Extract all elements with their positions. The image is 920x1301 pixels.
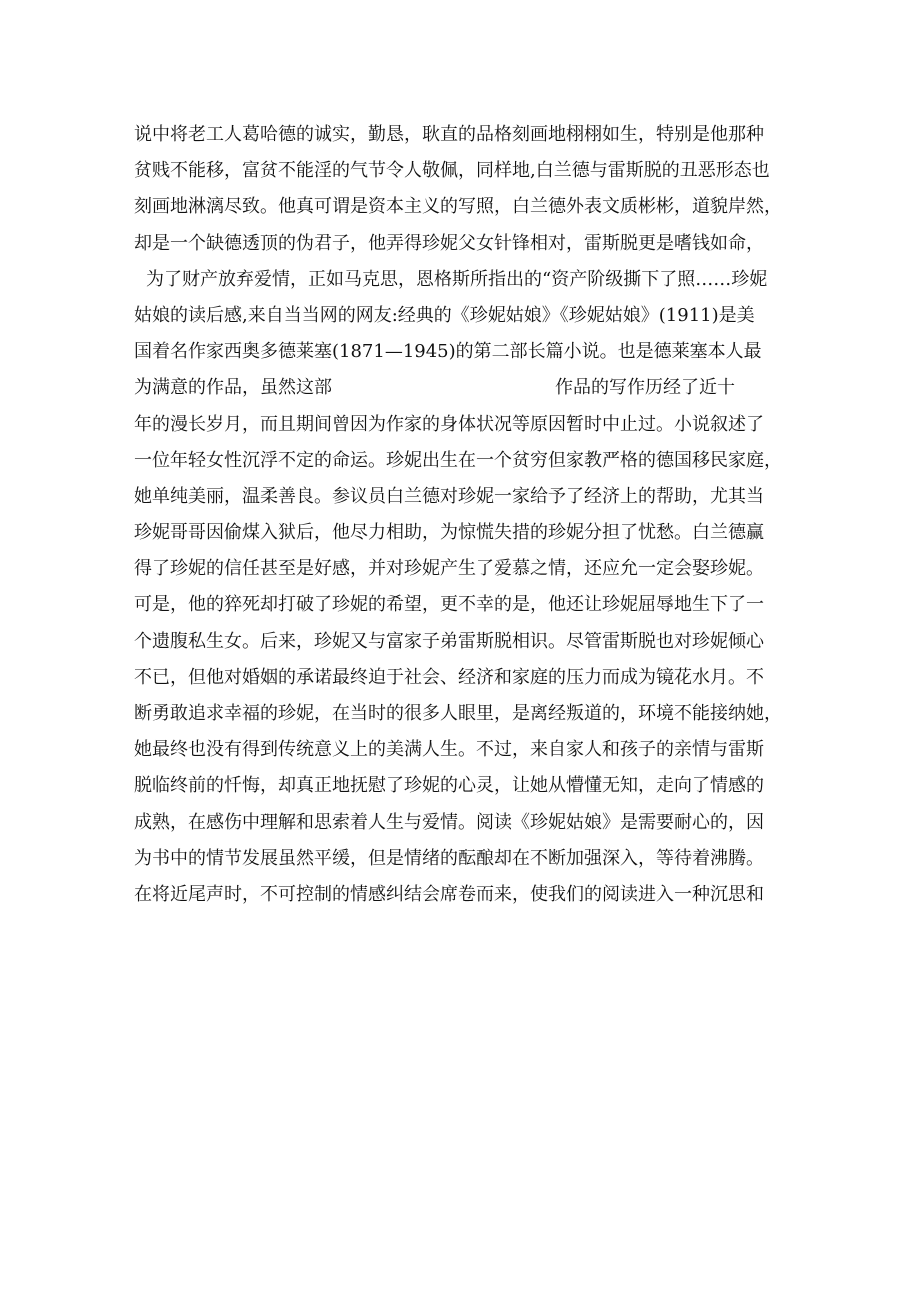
text-line: 得了珍妮的信任甚至是好感，并对珍妮产生了爱慕之情，还应允一定会娶珍妮。 — [134, 558, 764, 580]
text-line: 断勇敢追求幸福的珍妮，在当时的很多人眼里，是离经叛道的，环境不能接纳她， — [134, 703, 782, 724]
text-line: 脱临终前的忏悔，却真正地抚慰了珍妮的心灵，让她从懵懂无知，走向了情感的 — [134, 775, 764, 797]
text-segment-right: 作品的写作历经了近十 — [555, 377, 735, 399]
text-segment-left: 为满意的作品，虽然这部 — [134, 377, 332, 399]
text-line: 年的漫长岁月，而且期间曾因为作家的身体状况等原因暂时中止过。小说叙述了 — [134, 413, 764, 435]
body-text — [134, 117, 814, 913]
split-text-line — [134, 370, 814, 406]
text-line: 国着名作家西奥多德莱塞(1871—1945)的第二部长篇小说。也是德莱塞本人最 — [134, 341, 762, 363]
text-line: 不已，但他对婚姻的承诺最终迫于社会、经济和家庭的压力而成为镜花水月。不 — [134, 666, 764, 688]
text-line: 珍妮哥哥因偷煤入狱后，他尽力相助，为惊慌失措的珍妮分担了忧愁。白兰德赢 — [134, 522, 764, 544]
text-line: 刻画地淋漓尽致。他真可谓是资本主义的写照，白兰德外表文质彬彬，道貌岸然， — [134, 196, 782, 218]
text-line: 贫贱不能移，富贫不能淫的气节令人敬佩，同样地,白兰德与雷斯脱的丑恶形态也 — [134, 160, 770, 182]
text-line: 可是，他的猝死却打破了珍妮的希望，更不幸的是，他还让珍妮屈辱地生下了一 — [134, 594, 764, 616]
text-line: 一位年轻女性沉浮不定的命运。珍妮出生在一个贫穷但家教严格的德国移民家庭， — [134, 449, 782, 471]
text-line: 在将近尾声时，不可控制的情感纠结会席卷而来，使我们的阅读进入一种沉思和 — [134, 883, 764, 905]
text-line: 为书中的情节发展虽然平缓，但是情绪的酝酿却在不断加强深入，等待着沸腾。 — [134, 847, 764, 869]
text-line: 她单纯美丽，温柔善良。参议员白兰德对珍妮一家给予了经济上的帮助，尤其当 — [134, 485, 764, 507]
text-line: 她最终也没有得到传统意义上的美满人生。不过，来自家人和孩子的亲情与雷斯 — [134, 739, 764, 761]
text-line: 说中将老工人葛哈德的诚实，勤恳，耿直的品格刻画地栩栩如生，特别是他那种 — [134, 124, 764, 145]
text-line: 为了财产放弃爱情，正如马克思，恩格斯所指出的“资产阶级撕下了照……珍妮 — [146, 268, 768, 290]
text-line: 姑娘的读后感,来自当当网的网友:经典的《珍妮姑娘》《珍妮姑娘》(1911)是美 — [134, 304, 755, 326]
text-line: 却是一个缺德透顶的伪君子，他弄得珍妮父女针锋相对，雷斯脱更是嗜钱如命， — [134, 232, 764, 254]
text-line: 个遗腹私生女。后来，珍妮又与富家子弟雷斯脱相识。尽管雷斯脱也对珍妮倾心 — [134, 630, 764, 652]
text-line: 成熟，在感伤中理解和思索着人生与爱情。阅读《珍妮姑娘》是需要耐心的，因 — [134, 811, 764, 833]
